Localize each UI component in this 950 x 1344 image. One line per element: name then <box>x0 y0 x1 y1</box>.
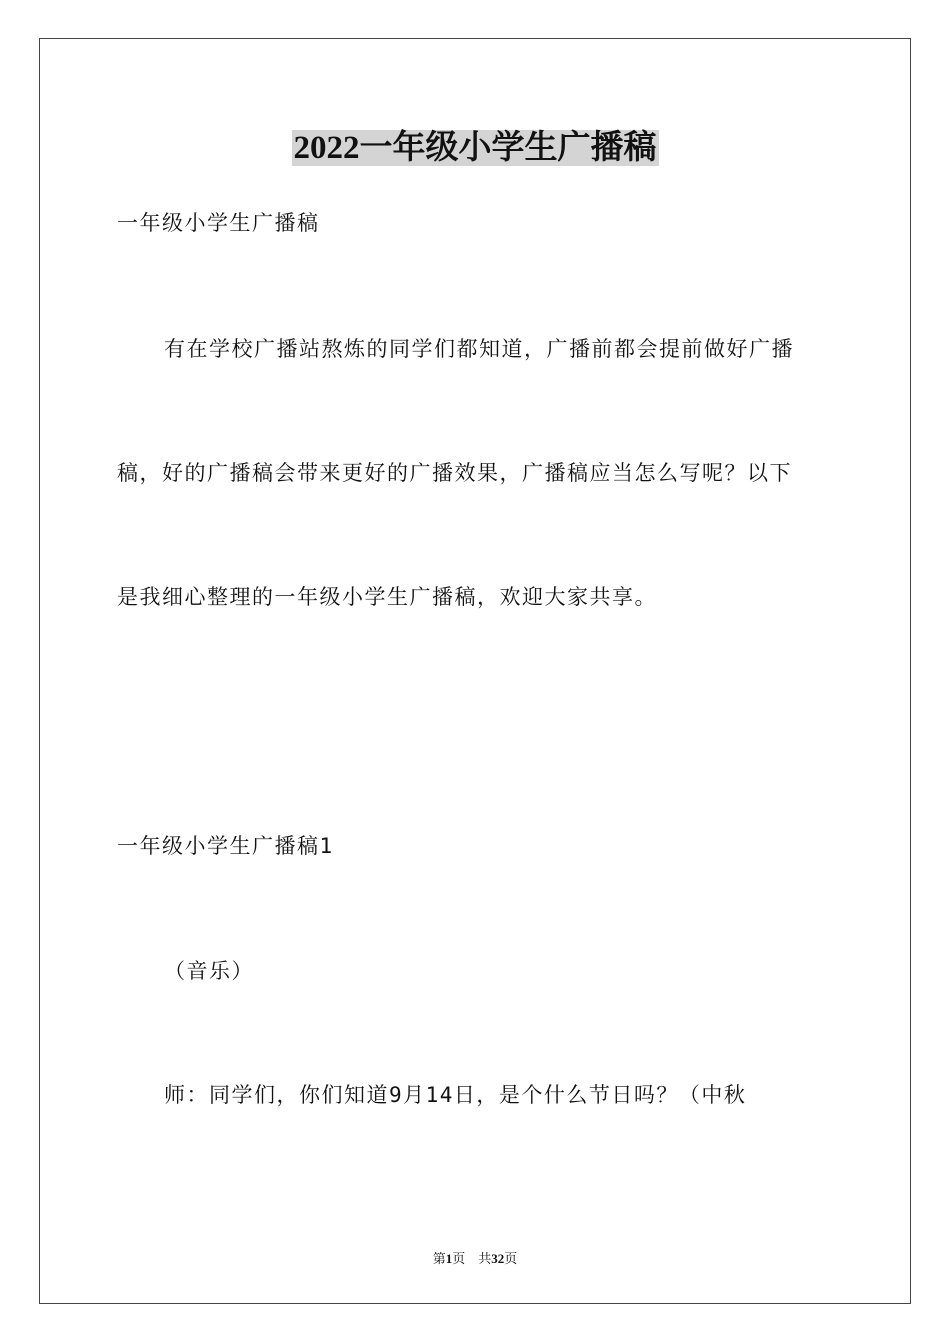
document-title <box>0 126 950 170</box>
footer-prefix: 第 <box>432 1251 446 1266</box>
footer-page-current: 1 <box>445 1251 453 1266</box>
footer-page-total: 32 <box>491 1251 505 1266</box>
footer-mid: 页 共 <box>452 1251 492 1266</box>
document-title-text: 2022一年级小学生广播稿 <box>293 130 657 166</box>
footer-suffix: 页 <box>504 1251 518 1266</box>
intro-line-2: 稿，好的广播稿会带来更好的广播效果，广播稿应当怎么写呢？以下 <box>117 461 792 485</box>
section-heading: 一年级小学生广播稿1 <box>117 834 334 858</box>
intro-line-3: 是我细心整理的一年级小学生广播稿，欢迎大家共享。 <box>117 585 657 609</box>
page-footer <box>0 1248 950 1267</box>
intro-line-1: 有在学校广播站熬炼的同学们都知道，广播前都会提前做好广播 <box>164 337 794 361</box>
subtitle-paragraph: 一年级小学生广播稿 <box>117 211 320 235</box>
music-note: （音乐） <box>164 959 254 983</box>
dialogue-line-1: 师：同学们，你们知道9月14日，是个什么节日吗？（中秋 <box>164 1083 747 1107</box>
